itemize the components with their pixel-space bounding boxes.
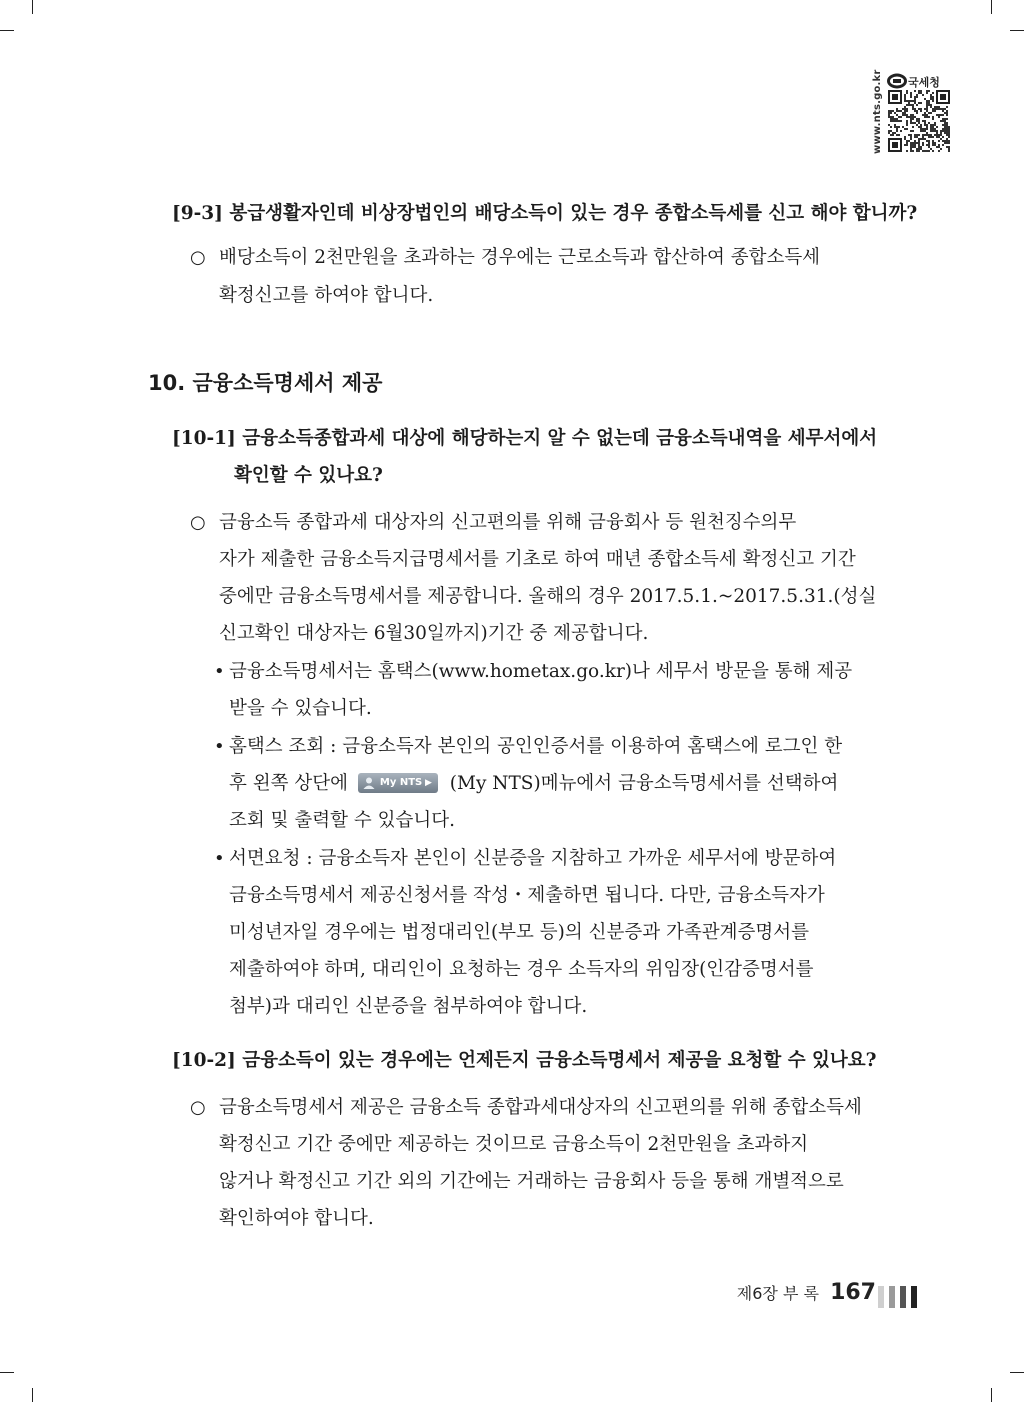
crop-mark <box>32 0 33 14</box>
qr-block <box>872 69 952 154</box>
crop-mark <box>0 1372 14 1373</box>
crop-mark <box>991 1388 992 1402</box>
qr-code-icon <box>888 90 950 152</box>
answer-10-2-line-4: 확인하여야 합니다. <box>219 1208 374 1229</box>
answer-10-2-line-3: 않거나 확정신고 기간 외의 기간에는 거래하는 금융회사 등을 통해 개별적으로 <box>219 1171 844 1192</box>
crop-mark <box>991 0 992 14</box>
decorative-bars-icon <box>878 1286 918 1308</box>
bullet-2-line-2-post: (My NTS)메뉴에서 금융소득명세서를 선택하여 <box>449 773 839 794</box>
question-10-1-title-line-1: [10-1] 금융소득종합과세 대상에 해당하는지 알 수 없는데 금융소득내역을 세무서에서 <box>172 428 878 449</box>
circle-bullet: ○ <box>190 512 206 533</box>
nts-logo-icon <box>886 72 908 90</box>
crop-mark <box>32 1388 33 1402</box>
bullet-3-line-4: 제출하여야 하며, 대리인이 요청하는 경우 소득자의 위임장(인감증명서를 <box>229 959 814 980</box>
answer-9-3-line-2: 확정신고를 하여야 합니다. <box>219 285 434 306</box>
bullet-1-line-1: 금융소득명세서는 홈택스(www.hometax.go.kr)나 세무서 방문을 통해 제공 <box>229 661 853 682</box>
section-heading-10: 10. 금융소득명세서 제공 <box>148 371 383 395</box>
crop-mark <box>1010 1372 1024 1373</box>
answer-10-1-line-2: 자가 제출한 금융소득지급명세서를 기초로 하여 매년 종합소득세 확정신고 기간 <box>219 549 856 570</box>
circle-bullet: ○ <box>190 1097 206 1118</box>
my-nts-button[interactable] <box>358 773 438 793</box>
bullet-2-line-2-pre: 후 왼쪽 상단에 <box>229 773 348 794</box>
dot-bullet: • <box>214 848 225 869</box>
question-9-3-title: [9-3] 봉급생활자인데 비상장법인의 배당소득이 있는 경우 종합소득세를 신고 해야 합니까? <box>172 203 918 224</box>
crop-mark <box>0 30 14 31</box>
bullet-1-line-2: 받을 수 있습니다. <box>229 698 372 719</box>
qr-side-url: www.nts.go.kr <box>872 69 883 154</box>
person-icon <box>362 776 376 790</box>
footer-chapter: 제6장 부 록 <box>736 1284 819 1303</box>
answer-10-1-line-1: 금융소득 종합과세 대상자의 신고편의를 위해 금융회사 등 원천징수의무 <box>219 512 797 533</box>
answer-10-1-line-3: 중에만 금융소득명세서를 제공합니다. 올해의 경우 2017.5.1.~2017.5.31.(성실 <box>219 586 877 607</box>
my-nts-button-label: My NTS <box>379 776 423 788</box>
bullet-3-line-5: 첨부)과 대리인 신분증을 첨부하여야 합니다. <box>229 996 588 1017</box>
dot-bullet: • <box>214 736 225 757</box>
answer-10-2-line-2: 확정신고 기간 중에만 제공하는 것이므로 금융소득이 2천만원을 초과하지 <box>219 1134 809 1155</box>
bullet-2-line-2 <box>229 766 838 802</box>
circle-bullet: ○ <box>190 247 206 268</box>
page-footer <box>737 1280 876 1305</box>
question-10-2-title: [10-2] 금융소득이 있는 경우에는 언제든지 금융소득명세서 제공을 요청할 수 있나요? <box>172 1050 877 1071</box>
bullet-3-line-1: 서면요청 : 금융소득자 본인이 신분증을 지참하고 가까운 세무서에 방문하여 <box>229 848 837 869</box>
qr-label: 국세청 <box>908 76 940 89</box>
answer-9-3-line-1: 배당소득이 2천만원을 초과하는 경우에는 근로소득과 합산하여 종합소득세 <box>219 247 821 268</box>
chevron-right-icon: ▶ <box>424 777 432 788</box>
bullet-3-line-3: 미성년자일 경우에는 법정대리인(부모 등)의 신분증과 가족관계증명서를 <box>229 922 809 943</box>
answer-10-2-line-1: 금융소득명세서 제공은 금융소득 종합과세대상자의 신고편의를 위해 종합소득세 <box>219 1097 862 1118</box>
crop-mark <box>1010 30 1024 31</box>
bullet-3-line-2: 금융소득명세서 제공신청서를 작성・제출하면 됩니다. 다만, 금융소득자가 <box>229 885 825 906</box>
bullet-2-line-3: 조회 및 출력할 수 있습니다. <box>229 810 455 831</box>
bullet-2-line-1: 홈택스 조회 : 금융소득자 본인의 공인인증서를 이용하여 홈택스에 로그인 한 <box>229 736 843 757</box>
answer-10-1-line-4: 신고확인 대상자는 6월30일까지)기간 중 제공합니다. <box>219 623 649 644</box>
page-number: 167 <box>830 1280 876 1305</box>
dot-bullet: • <box>214 661 225 682</box>
question-10-1-title-line-2: 확인할 수 있나요? <box>234 465 383 486</box>
